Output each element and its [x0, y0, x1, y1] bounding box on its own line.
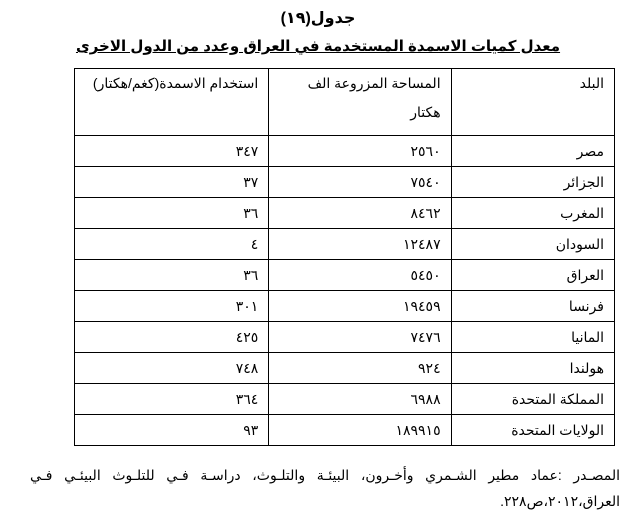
fertilizer-cell: ٣٦٤: [75, 384, 269, 415]
header-area-line2: هكتار: [410, 104, 441, 120]
fertilizer-cell: ٩٣: [75, 415, 269, 446]
fertilizer-cell: ٤: [75, 229, 269, 260]
table-row: [75, 229, 615, 260]
header-fertilizer: استخدام الاسمدة(كغم/هكتار): [75, 69, 269, 136]
area-cell: ٦٩٨٨: [269, 384, 451, 415]
fertilizer-cell: ٣٤٧: [75, 136, 269, 167]
table-row: [75, 167, 615, 198]
table-row: [75, 322, 615, 353]
header-area: [269, 69, 451, 136]
country-cell: المانيا: [451, 322, 614, 353]
area-cell: ١٢٤٨٧: [269, 229, 451, 260]
area-cell: ٢٥٦٠: [269, 136, 451, 167]
source-citation: المصـدر :عماد مطير الشـمري وأخـرون، البيئـة والتلـوث، دراسـة فـي للتلـوث البيئـي فـي العراق،٢٠١٢،ص٢٢٨.: [30, 467, 620, 509]
fertilizer-cell: ٣٧: [75, 167, 269, 198]
table-row: [75, 353, 615, 384]
area-cell: ٨٤٦٢: [269, 198, 451, 229]
area-cell: ١٨٩٩١٥: [269, 415, 451, 446]
country-cell: الولايات المتحدة: [451, 415, 614, 446]
fertilizer-table: [74, 68, 615, 446]
header-country: البلد: [451, 69, 614, 136]
country-cell: فرنسا: [451, 291, 614, 322]
table-title: معدل كميات الاسمدة المستخدمة في العراق وعدد من الدول الاخرى: [75, 38, 561, 55]
country-cell: العراق: [451, 260, 614, 291]
area-cell: ٧٥٤٠: [269, 167, 451, 198]
country-cell: الجزائر: [451, 167, 614, 198]
table-row: [75, 260, 615, 291]
fertilizer-cell: ٣٦: [75, 198, 269, 229]
area-cell: ٥٤٥٠: [269, 260, 451, 291]
table-header-row: [75, 69, 615, 136]
fertilizer-cell: ٧٤٨: [75, 353, 269, 384]
area-cell: ٧٤٧٦: [269, 322, 451, 353]
fertilizer-cell: ٤٢٥: [75, 322, 269, 353]
fertilizer-cell: ٣٠١: [75, 291, 269, 322]
table-row: [75, 415, 615, 446]
table-row: [75, 136, 615, 167]
table-row: [75, 384, 615, 415]
country-cell: السودان: [451, 229, 614, 260]
table-row: [75, 291, 615, 322]
area-cell: ٩٢٤: [269, 353, 451, 384]
table-row: [75, 198, 615, 229]
table-number: جدول(١٩): [280, 10, 356, 27]
country-cell: مصر: [451, 136, 614, 167]
fertilizer-cell: ٣٦: [75, 260, 269, 291]
area-cell: ١٩٤٥٩: [269, 291, 451, 322]
country-cell: المغرب: [451, 198, 614, 229]
country-cell: المملكة المتحدة: [451, 384, 614, 415]
header-area-line1: المساحة المزروعة الف: [307, 75, 441, 91]
country-cell: هولندا: [451, 353, 614, 384]
